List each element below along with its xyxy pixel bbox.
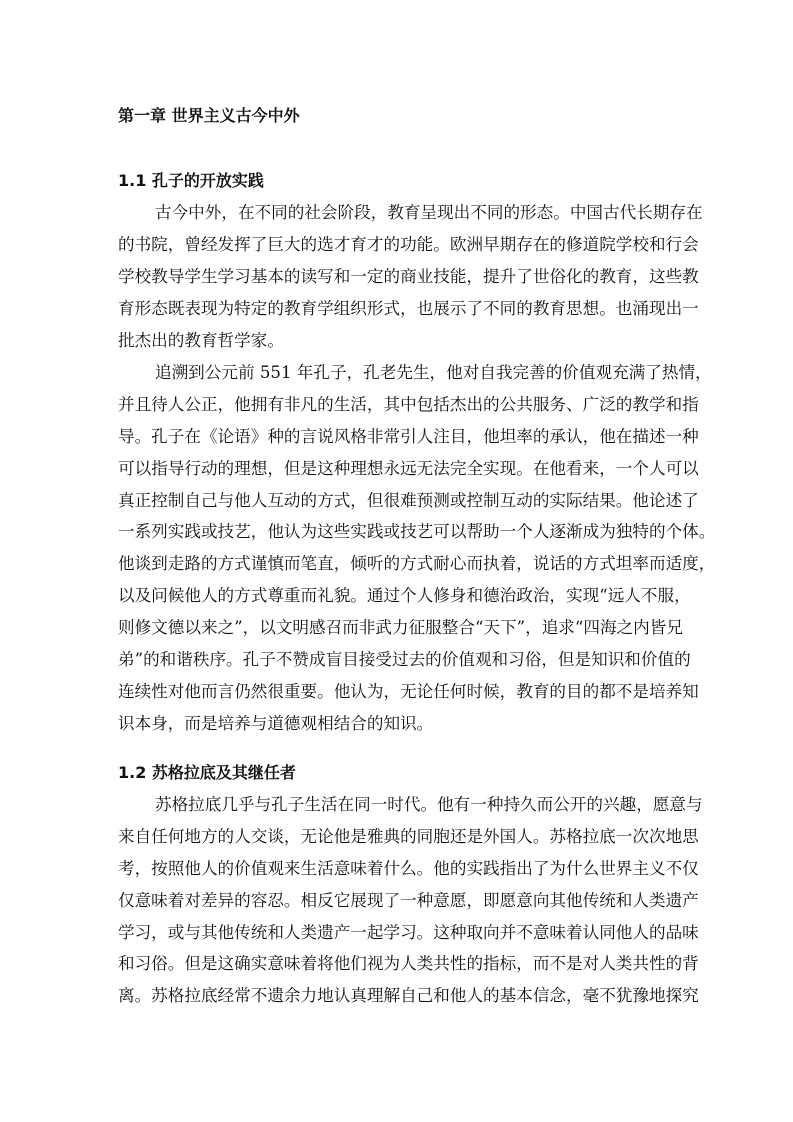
text-line: 并且待人公正，他拥有非凡的生活，其中包括杰出的公共服务、广泛的教学和指: [118, 394, 699, 414]
text-line: 苏格拉底几乎与孔子生活在同一时代。他有一种持久而公开的兴趣，愿意与: [155, 795, 703, 814]
text-line: 可以指导行动的理想，但是这种理想永远无法完全实现。在他看来，一个人可以: [118, 458, 699, 478]
text-line: 一系列实践或技艺，他认为这些实践或技艺可以帮助一个人逐渐成为独特的个体。: [118, 522, 716, 542]
text-line: 离。苏格拉底经常不遗余力地认真理解自己和他人的基本信念，毫不犹豫地探究: [118, 986, 699, 1006]
text-line: 仅意味着对差异的容忍。相反它展现了一种意愿，即愿意向其他传统和人类遗产: [118, 890, 699, 910]
paragraph: [118, 789, 703, 1012]
text-line: 学习，或与其他传统和人类遗产一起学习。这种取向并不意味着认同他人的品味: [118, 922, 699, 942]
text-line: 弟”的和谐秩序。孔子不赞成盲目接受过去的价值观和习俗，但是知识和价值的: [118, 650, 691, 670]
text-line: 考，按照他人的价值观来生活意味着什么。他的实践指出了为什么世界主义不仅: [118, 858, 699, 878]
text-line: 学校教导学生学习基本的读写和一定的商业技能，提升了世俗化的教育，这些教: [118, 266, 699, 286]
paragraph: [118, 197, 703, 356]
text-line: 连续性对他而言仍然很重要。他认为，无论任何时候，教育的目的都不是培养知: [118, 681, 699, 701]
text-line: 真正控制自己与他人互动的方式，但很难预测或控制互动的实际结果。他论述了: [118, 490, 699, 510]
text-line: 古今中外，在不同的社会阶段，教育呈现出不同的形态。中国古代长期存在: [155, 203, 703, 222]
section-title-1-2: 1.2 苏格拉底及其继任者: [118, 763, 296, 782]
text-line: 批杰出的教育哲学家。: [118, 330, 284, 350]
text-line: 和习俗。但是这确实意味着将他们视为人类共性的指标，而不是对人类共性的背: [118, 954, 699, 974]
text-line: 追溯到公元前 551 年孔子，孔老先生，他对自我完善的价值观充满了热情，: [155, 363, 712, 382]
section-title-1-1: 1.1 孔子的开放实践: [118, 171, 264, 190]
text-line: 则修文德以来之”，以文明感召而非武力征服整合“天下”，追求“四海之内皆兄: [118, 618, 683, 638]
text-line: 导。孔子在《论语》种的言说风格非常引人注目，他坦率的承认，他在描述一种: [118, 426, 699, 446]
chapter-title: 第一章 世界主义古今中外: [118, 106, 300, 125]
text-line: 以及问候他人的方式尊重而礼貌。通过个人修身和德治政治，实现“远人不服，: [118, 586, 691, 606]
text-line: 育形态既表现为特定的教育学组织形式，也展示了不同的教育思想。也涌现出一: [118, 298, 699, 318]
text-line: 他谈到走路的方式谨慎而笔直，倾听的方式耐心而执着，说话的方式坦率而适度，: [118, 554, 716, 574]
text-line: 来自任何地方的人交谈，无论他是雅典的同胞还是外国人。苏格拉底一次次地思: [118, 826, 699, 846]
text-line: 的书院，曾经发挥了巨大的选才育才的功能。欧洲早期存在的修道院学校和行会: [118, 234, 699, 254]
paragraph: [118, 357, 716, 740]
text-line: 识本身，而是培养与道德观相结合的知识。: [118, 713, 434, 733]
